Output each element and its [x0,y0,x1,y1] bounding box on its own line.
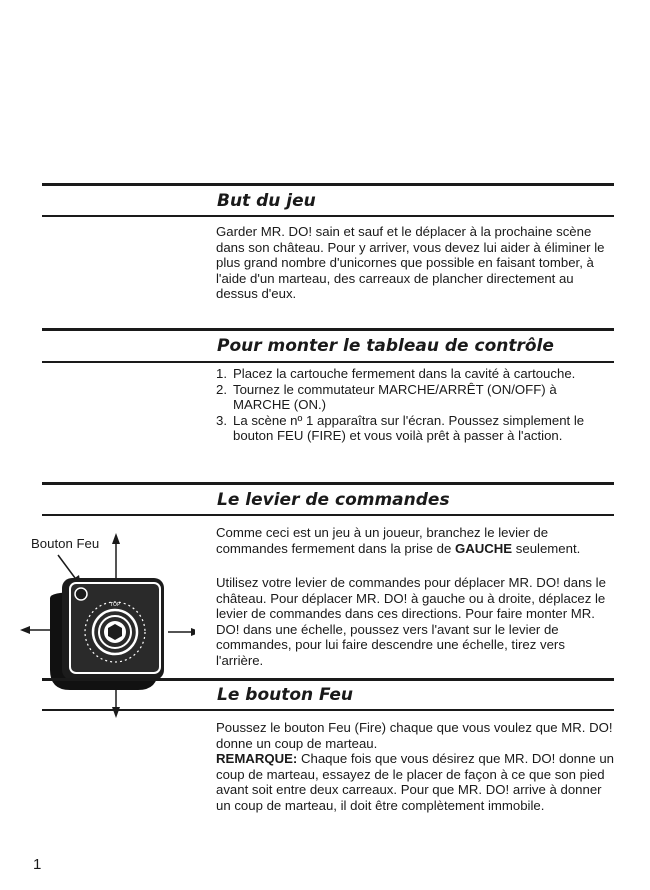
list-item-text: La scène nº 1 apparaîtra sur l'écran. Poussez simplement le bouton FEU (FIRE) et vous voilà prêt à passer à l'action. [233,412,585,444]
section-heading-rule [42,709,614,711]
levier-paragraph-1 [216,525,614,556]
list-item-number: 1. [216,366,227,381]
section-heading-levier: Le levier de commandes [217,490,450,510]
remark-text: Chaque fois que vous désirez que MR. DO! donne un coup de marteau, essayez de le placer de façon à ce que son pied avant soit entre deux carreaux. Pour que MR. DO! arrive à donner un coup de marteau, il doit être complètement immobile. [216,751,615,813]
remark-label: REMARQUE: [216,751,298,767]
list-item [216,366,614,382]
section-heading-bouton-feu: Le bouton Feu [217,685,353,705]
bouton-feu-text: Poussez le bouton Feu (Fire) chaque que vous voulez que MR. DO! donne un coup de marteau. [216,720,613,751]
section-heading-rule [42,361,614,363]
levier-paragraph-2: Utilisez votre levier de commandes pour déplacer MR. DO! dans le château. Pour déplacer MR. DO! à gauche ou à droite, déplacez le levier de commandes dans ces directions. Pour faire monter MR. DO! dans une échelle, poussez vers l'avant sur le levier de commandes, pour lui faire descendre une échelle, tirez vers l'arrière. [216,575,606,668]
section-top-rule [42,678,614,681]
but-du-jeu-text: Garder MR. DO! sain et sauf et le déplacer à la prochaine scène dans son château. Pour y arriver, vous devez lui aider à éliminer le plus grand nombre d'unicornes que possible en faisant tomber, à l'aide d'un marteau, des carreaux de plancher directement au dessus d'eux. [216,224,605,302]
joystick-icon [20,520,195,720]
section-heading-tableau: Pour monter le tableau de contrôle [217,336,554,356]
section-top-rule [42,183,614,186]
list-item [216,413,614,444]
levier-emphasis: GAUCHE [454,540,513,556]
levier-text: Comme ceci est un jeu à un joueur, branchez le levier de commandes fermement dans la prise de [216,525,549,556]
section-heading-but-du-jeu: But du jeu [217,191,316,211]
fire-button-label: Bouton Feu [31,536,100,551]
list-item-number: 2. [216,381,227,397]
section-top-rule [42,328,614,331]
section-top-rule [42,482,614,485]
levier-text: seulement. [512,540,581,556]
list-item-text: Tournez le commutateur MARCHE/ARRÊT (ON/OFF) à MARCHE (ON.) [233,381,557,413]
instruction-list [216,366,614,444]
joystick-top-label: TOP [110,602,121,608]
list-item-number: 3. [216,412,227,428]
page-number: 1 [33,856,42,873]
list-item [216,382,614,413]
list-item-text: Placez la cartouche fermement dans la cavité à cartouche. [233,366,576,381]
bouton-feu-paragraph [216,720,614,814]
section-heading-rule [42,514,614,516]
section-heading-rule [42,215,614,217]
